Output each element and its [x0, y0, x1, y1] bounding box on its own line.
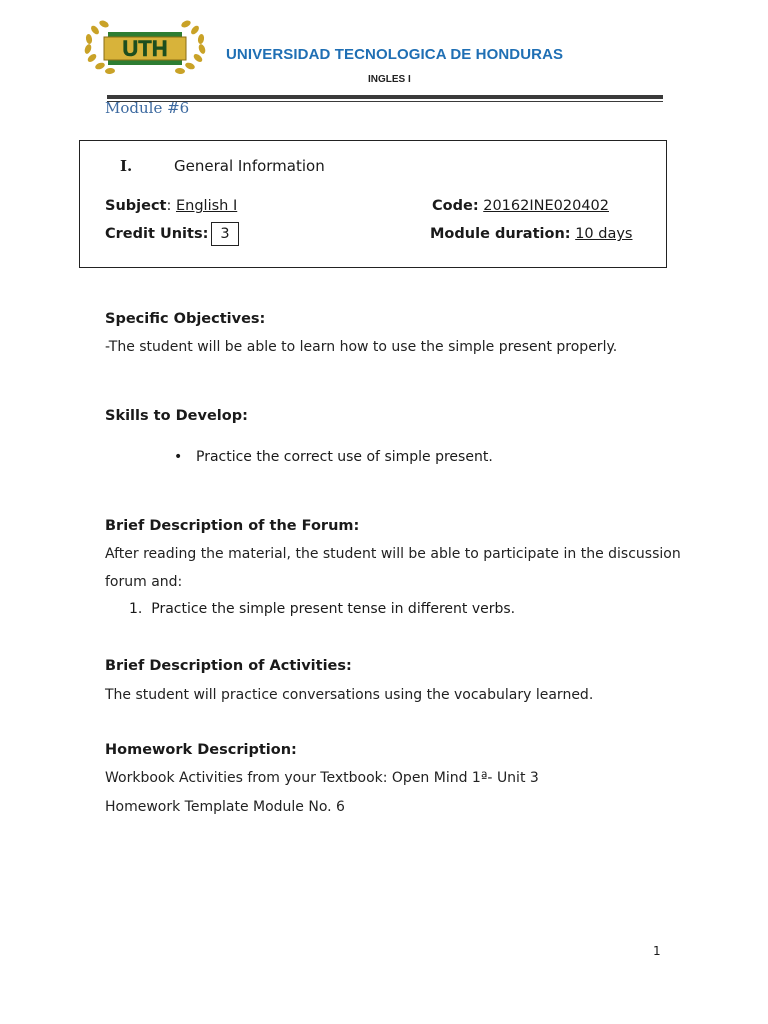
header-divider-thin: [107, 101, 663, 102]
module-title: Module #6: [105, 99, 190, 117]
section-number: I.: [120, 157, 133, 175]
code-value: 20162INE020402: [483, 198, 609, 214]
credit-units-field: [105, 222, 239, 246]
credit-units-value: 3: [211, 222, 238, 246]
objectives-heading: Specific Objectives:: [105, 311, 266, 327]
activities-text: The student will practice conversations using the vocabulary learned.: [105, 687, 594, 703]
homework-text-line2: Homework Template Module No. 6: [105, 799, 345, 815]
credit-units-label: Credit Units:: [105, 226, 209, 242]
university-name: UNIVERSIDAD TECNOLOGICA DE HONDURAS: [226, 46, 564, 63]
code-field: [432, 198, 609, 214]
header-divider: [107, 95, 663, 99]
subject-value: English I: [175, 198, 238, 214]
subject-field: [105, 198, 237, 214]
svg-text:UTH: UTH: [122, 36, 168, 61]
forum-list-item: [129, 601, 515, 617]
forum-item-text: Practice the simple present tense in different verbs.: [151, 601, 516, 617]
uth-logo: [80, 14, 210, 80]
module-duration-value: 10 days: [575, 226, 633, 242]
forum-heading: Brief Description of the Forum:: [105, 518, 360, 534]
skills-item-text: Practice the correct use of simple present.: [196, 449, 493, 465]
forum-item-number: 1.: [129, 601, 143, 617]
code-label: Code:: [432, 198, 479, 214]
objectives-text: -The student will be able to learn how to use the simple present properly.: [105, 339, 618, 355]
module-duration-label: Module duration:: [430, 226, 571, 242]
forum-text-line2: forum and:: [105, 574, 183, 590]
activities-heading: Brief Description of Activities:: [105, 658, 352, 674]
course-name: INGLES I: [368, 74, 411, 85]
forum-text-line1: After reading the material, the student will be able to participate in the discussion: [105, 546, 681, 562]
skills-heading: Skills to Develop:: [105, 408, 248, 424]
laurel-wreath-icon: [80, 14, 210, 80]
subject-separator: :: [166, 198, 176, 214]
bullet-icon: •: [174, 449, 183, 465]
module-duration-field: [430, 226, 632, 242]
homework-text-line1: Workbook Activities from your Textbook: Open Mind 1ª- Unit 3: [105, 770, 539, 786]
homework-heading: Homework Description:: [105, 742, 297, 758]
subject-label: Subject: [105, 198, 167, 214]
page-number: 1: [653, 944, 661, 958]
skills-list-item: [174, 449, 493, 465]
section-title: General Information: [174, 157, 325, 175]
